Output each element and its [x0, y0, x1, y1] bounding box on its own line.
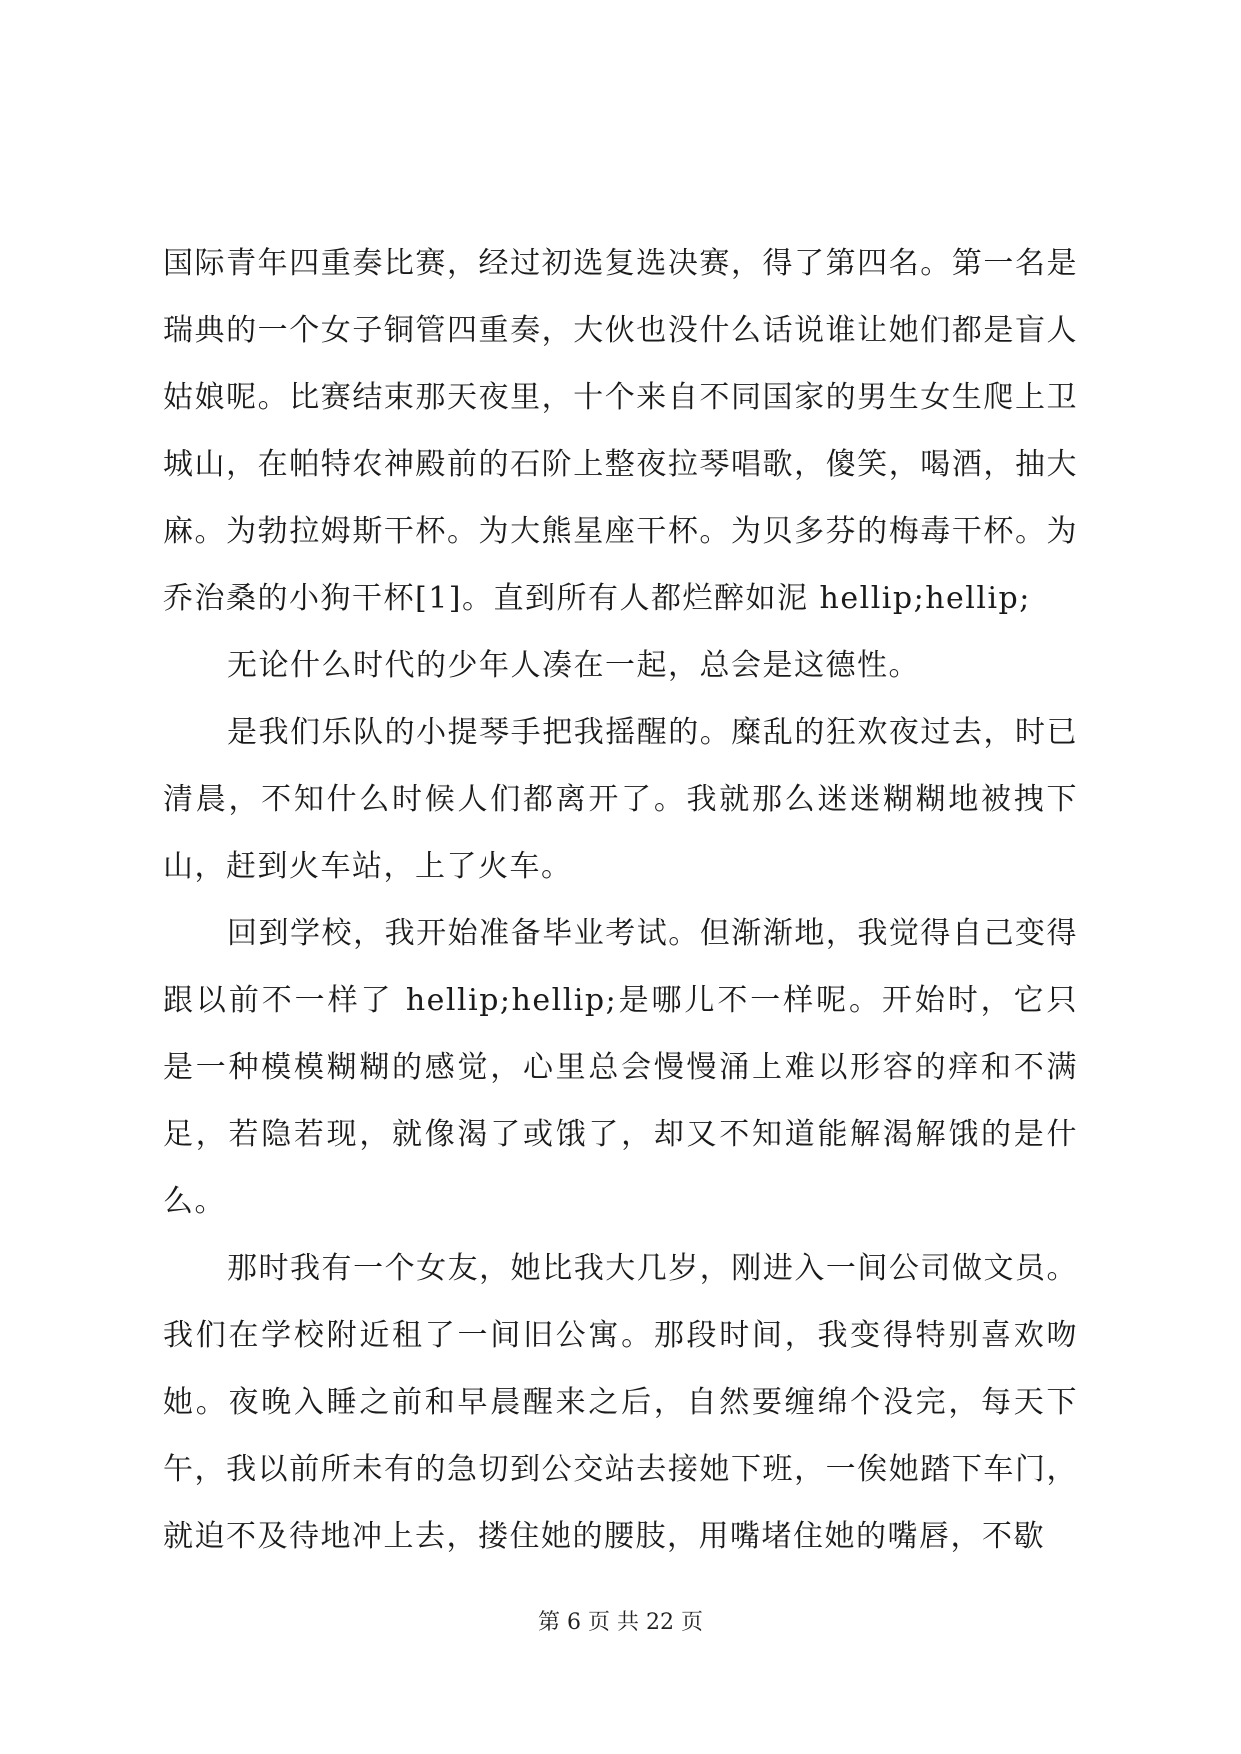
paragraph: 是我们乐队的小提琴手把我摇醒的。糜乱的狂欢夜过去，时已清晨，不知什么时候人们都离开了。我就那么迷迷糊糊地被拽下山，赶到火车站，上了火车。 [163, 715, 1078, 884]
paragraph: 那时我有一个女友，她比我大几岁，刚进入一间公司做文员。我们在学校附近租了一间旧公寓。那段时间，我变得特别喜欢吻她。夜晚入睡之前和早晨醒来之后，自然要缠绵个没完，每天下午，我以前所未有的急切到公交站去接她下班，一俟她踏下车门，就迫不及待地冲上去，搂住她的腰肢，用嘴堵住她的嘴唇，不歇 [163, 1251, 1078, 1554]
page-body [163, 230, 1078, 1570]
paragraph: 回到学校，我开始准备毕业考试。但渐渐地，我觉得自己变得跟以前不一样了 hellip;hellip;是哪儿不一样呢。开始时，它只是一种模模糊糊的感觉，心里总会慢慢涌上难以形容的痒和不满足，若隐若现，就像渴了或饿了，却又不知道能解渴解饿的是什么。 [163, 916, 1078, 1219]
paragraph-continued: 国际青年四重奏比赛，经过初选复选决赛，得了第四名。第一名是瑞典的一个女子铜管四重奏，大伙也没什么话说谁让她们都是盲人姑娘呢。比赛结束那天夜里，十个来自不同国家的男生女生爬上卫城山，在帕特农神殿前的石阶上整夜拉琴唱歌，傻笑，喝酒，抽大麻。为勃拉姆斯干杯。为大熊星座干杯。为贝多芬的梅毒干杯。为乔治桑的小狗干杯[1]。直到所有人都烂醉如泥 hellip;hellip; [163, 246, 1078, 616]
page-number: 第 6 页 共 22 页 [538, 1610, 703, 1635]
paragraph: 无论什么时代的少年人凑在一起，总会是这德性。 [227, 648, 920, 683]
page-footer [0, 1605, 1241, 1636]
